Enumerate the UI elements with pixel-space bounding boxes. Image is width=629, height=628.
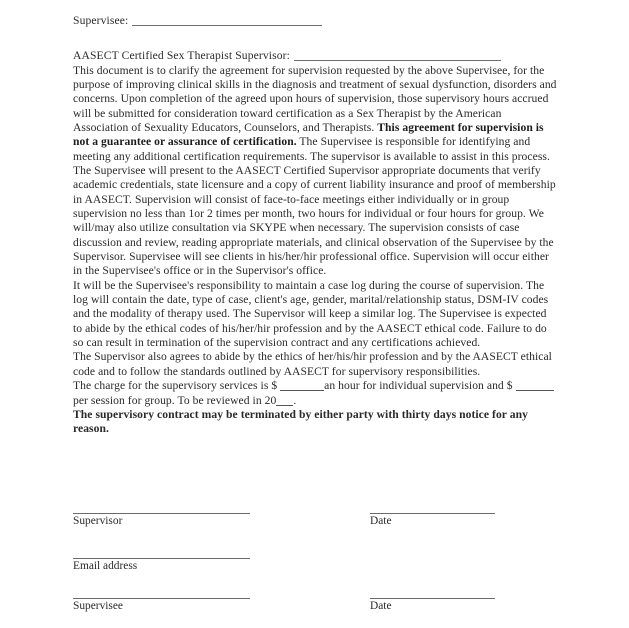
paragraph-purpose-text-a: This document is to clarify the agreement for supervision requested by the above Supervisee, for the purpose of improving clinical skills in the diagnosis and treatment of sexual dysfunction, disorders and concerns. Upon completion of the agreed upon hours of supervision, those supervisory hours accrued will be submitted for consideration toward certification as a Sex Therapist by the American Association of Sexuality Educators, Counselors, and Therapists. — [73, 63, 557, 134]
signature-row-email — [73, 558, 557, 588]
fees-text-b: an hour for individual supervision and $ — [324, 379, 516, 393]
document-content — [73, 0, 557, 437]
paragraph-documents: The Supervisee will present to the AASECT Certified Supervisor appropriate documents that verify academic credentials, state licensure and a copy of current liability insurance and proof of membership in AASECT. Supervision will consist of face-to-face meetings either individually or in group supervision no less than 1or 2 times per month, two hours for individual or four hours for group. We will/may also utilize consultation via SKYPE when necessary. The supervision consists of case discussion and review, reading appropriate materials, and clinical observation of the Supervisee by the Supervisor. Supervisee will see clients in his/her/hir professional office. Supervision will occur either in the Supervisee's office or in the Supervisor's office. — [73, 164, 556, 278]
individual-rate-blank[interactable] — [280, 390, 324, 391]
email-address-label: Email address — [73, 560, 138, 572]
paragraph-purpose-bold: This agreement for supervision is not a guarantee or assurance of certification. — [73, 120, 544, 149]
supervisor-signature-label: Supervisor — [73, 515, 123, 527]
paragraph-fees — [73, 379, 557, 408]
review-year-blank[interactable] — [276, 405, 293, 406]
paragraph-supervisor-ethics: The Supervisor also agrees to abide by the ethics of her/his/hir profession and by the AASECT ethical code and to follow the standards outlined by AASECT for supervisory responsibilities. — [73, 350, 552, 378]
paragraph-case-log: It will be the Supervisee's responsibility to maintain a case log during the course of supervision. The log will contain the date, type of case, client's age, gender, marital/relationship status, DSM-IV codes and the modality of therapy used. The Supervisor will keep a similar log. The Supervisee is expected to abide by the ethical codes of his/her/hir profession and by the AASECT ethical code. Failure to do so can result in termination of the supervision contract and any certifications achieved. — [73, 278, 549, 350]
paragraph-termination: The supervisory contract may be terminated by either party with thirty days notice for any reason. — [73, 407, 528, 436]
supervisor-date-line[interactable] — [370, 513, 495, 514]
supervisee-signature-line[interactable] — [73, 598, 250, 599]
supervisor-header-line — [73, 49, 557, 63]
supervisee-header-line — [73, 14, 557, 28]
supervisee-signature-label: Supervisee — [73, 600, 123, 612]
supervisor-date-label: Date — [370, 515, 392, 527]
paragraph-purpose — [73, 64, 557, 164]
supervisee-date-label: Date — [370, 600, 392, 612]
supervisee-fill-rule[interactable] — [132, 25, 322, 26]
paragraph-purpose-text-b: The Supervisee is responsible for identifying and meeting any additional certification requirements. The supervisor is available to assist in this process. — [73, 135, 550, 163]
supervisee-date-line[interactable] — [370, 598, 495, 599]
supervisor-signature-line[interactable] — [73, 513, 250, 514]
signature-row-supervisor — [73, 513, 557, 543]
supervisee-label: Supervisee: — [73, 14, 129, 27]
supervisor-label: AASECT Certified Sex Therapist Supervisor: — [73, 49, 290, 63]
email-address-line[interactable] — [73, 558, 250, 559]
supervisor-fill-rule[interactable] — [294, 60, 501, 61]
fees-text-a: The charge for the supervisory services is $ — [73, 379, 281, 393]
fees-text-d: . — [293, 393, 297, 407]
group-rate-blank[interactable] — [516, 390, 554, 391]
fees-text-c: per session for group. To be reviewed in 20 — [73, 393, 277, 407]
signature-row-supervisee — [73, 598, 557, 628]
